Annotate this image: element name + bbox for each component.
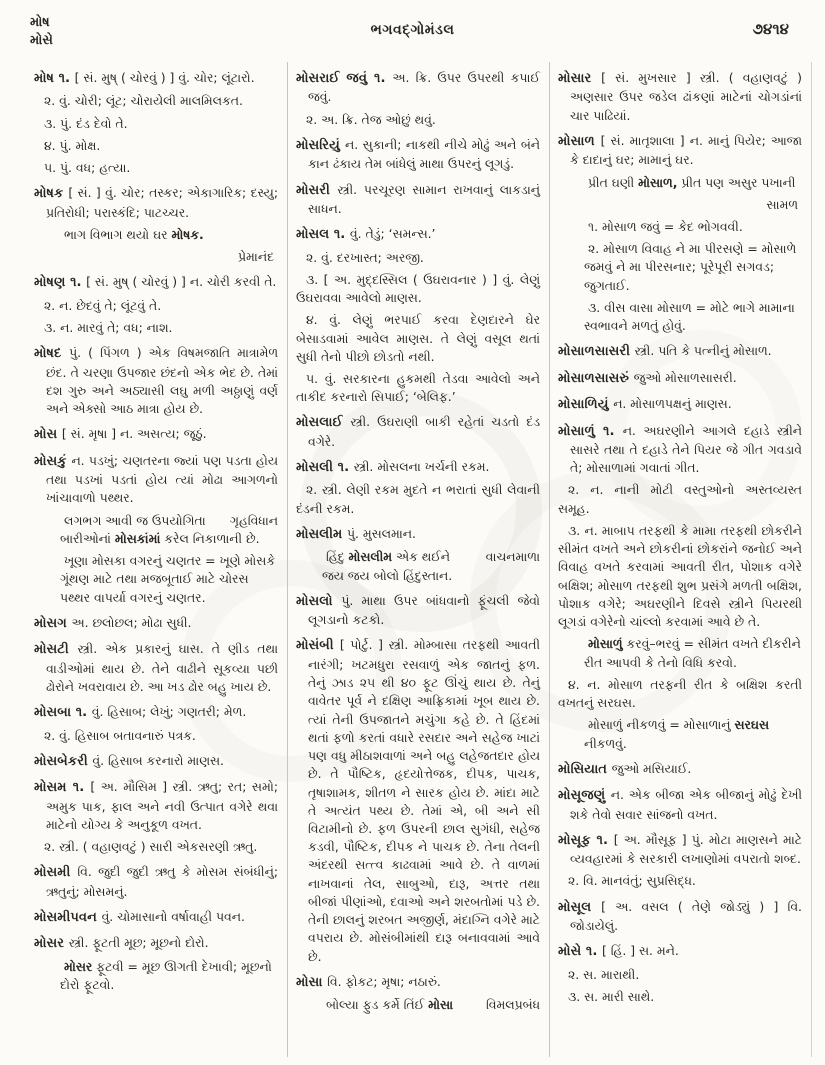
emphasized-word: મોસર (64, 958, 93, 974)
headword: મોસાળસાસરી (558, 344, 635, 360)
sense-line: ૨. ન. છેદવું તે; લૂંટવું તે. (44, 297, 162, 313)
headword: મોસબેકરી (34, 753, 93, 769)
dictionary-entry: મોસાર [ સં. મુખસાર ] સ્ત્રી. ( વહાણવટું ) અણસાર ઉપર જડેલ ઢાંકણાં માટેનાં ચોગડાંનાં ચાર પાઢિયાં. (558, 70, 802, 123)
quote-line: ૩. વીસ વાસા મોસાળ = મોટે ભાગે મામાના સ્વભાવને મળતું હોવું. (584, 299, 795, 334)
emphasized-word: મોસાળું (588, 636, 623, 652)
dictionary-entry: મોસકું ન. પડખું; ચણતરના જ્યાં પણ પડતા હોય તથા પડખાં પડતાં હોય ત્યાં મોઢા આગળનો ખાંચાવાળો પથ્થર. (34, 452, 278, 506)
sense-line: ૨. સ્ત્રી. ( વહાણવટું ) સારી એકસરણી ઋતુ. (44, 839, 258, 855)
sense-line: ૫. પું. વધ; હત્યા. (44, 160, 131, 176)
headword: મોસરાઈ જવું ૧. (296, 71, 393, 86)
headword: મોષણ ૧. (34, 275, 87, 291)
headword: મોસલીમ (296, 526, 347, 542)
quote-line: મોસર ફૂટવી = મૂછ ઊગતી દેખાવી; મૂછનો દોરો ફૂટવો. (60, 958, 272, 993)
attribution: ગૃહવિધાન (229, 512, 278, 528)
attribution: પ્રેમાનંદ (238, 249, 274, 265)
dictionary-entry: મોસાળસાસરું જુઓ મોસાળસાસરી. (558, 369, 737, 386)
page-header (0, 12, 825, 60)
quote-line: ખૂણા મોસકા વગરનું ચણતર = ખૂણે મોસકે ગૂંથણ માટે તથા મજબૂતાઈ માટે ચોરસ પથ્થર વાપર્યા વગરનું ચણતર. (60, 553, 276, 605)
sense-line: ૪. ન. મોસાળ તરફની રીત કે બક્ષિશ કરતી વખતનું સરઘસ. (558, 676, 802, 711)
dictionary-entry: મોસ [ સં. મૃષા ] ન. અસત્ય; જૂઠું. (34, 426, 207, 443)
headword: મોસલ ૧. (296, 227, 350, 243)
dictionary-entry: મોસલી ૧. સ્ત્રી. મોસલના ખર્ચની રકમ. (296, 459, 490, 476)
headword: મોસરી (296, 182, 338, 198)
headword: મોસરિયું (296, 137, 346, 153)
quote-line: વાચનમાળા હિંદુ મોસલીમ એક થઈને જય જય બોલો હિંદુસ્તાન. (322, 549, 540, 583)
dictionary-entry: મોસલાઈ સ્ત્રી. ઉઘરાણી બાકી રહેતાં ચડતો દંડ વગેરે. (296, 414, 540, 449)
emphasized-word: મોષક. (171, 226, 204, 242)
sense-line: ૫. વું. સરકારના હુકમથી તેડવા આવેલો અને તાકીદ કરનારો સિપાઈ; ‘બેલિફ.’ (296, 370, 540, 405)
dictionary-entry: મોસલ ૧. વું. તેડું; ‘સમન્સ.’ (296, 226, 436, 243)
quote-line: પ્રીત ઘણી મોસાળ, પ્રીત પણ અસુર પખાની (588, 174, 796, 190)
dictionary-entry: મોસૂલ [ અ. વસલ ( તેણે જોડ્યું ) ] વિ. જોડાયેલું. (558, 898, 802, 934)
headword: મોસૂફ ૧. (558, 832, 614, 848)
dictionary-entry: મોસાળ [ સં. માતૃશાલા ] ન. માનું પિયેર; આજા કે દાદાનું ઘર; મામાનું ઘર. (558, 132, 802, 168)
attribution: વાચનમાળા (485, 549, 540, 565)
sense-line: ૨. વિ. માનવંતું; સુપ્રસિદ્ધ. (568, 873, 696, 889)
sense-line: ૨. સ. મારાથી. (568, 966, 640, 982)
dictionary-entry: મોસાળું ૧. ન. અઘરણીને આગલે દહાડે સ્ત્રીને સાસરે તથા તે દહાડે તેને પિયર જે ગીત ગવડાવે તે; મોસાળામાં ગવાતાં ગીત. (558, 422, 802, 476)
dictionary-entry: મોસટી સ્ત્રી. એક પ્રકારનું ઘાસ. તે ણીડ તથા વાડીઓમાં થાય છે. તેને વાઢીને સૂકવ્યા પછી ઢોરોને ખવરાવાય છે. આ ખડ ઢોર બહુ ખાય છે. (34, 641, 278, 694)
dictionary-entry: મોસમીપવન વું. ચોમાસાનો વર્ષાવાહી પવન. (34, 908, 245, 925)
quote-line: ૨. મોસાળ વિવાહ ને મા પીરસણે = મોસાળે જમવું ને મા પીરસનાર; પૂરેપૂરી સગવડ; જુગતાઈ. (584, 241, 797, 293)
dictionary-entry: મોસરાઈ જવું ૧. અ. ક્રિ. ઉપર ઉપરથી કપાઈ જવું. (296, 70, 540, 105)
sense-line: ૩. ન. મારવું તે; વધ; નાશ. (44, 320, 173, 336)
sense-line: ૩. પું. દંડ દેવો તે. (44, 115, 128, 131)
dictionary-entry: મોસરી સ્ત્રી. પરચૂરણ સામાન રાખવાનું લાકડાનું સાધન. (296, 181, 540, 216)
dictionary-entry: મોસિયાત જુઓ મસિયાઈ. (558, 760, 692, 777)
dictionary-entry: મોસબેકરી વું. હિસાબ કરનારો માણસ. (34, 752, 224, 769)
dictionary-entry: મોસે ૧. [ હિં. ] સ. મને. (558, 943, 679, 960)
dictionary-entry: મોસાળિયું ન. મોસાળપક્ષનું માણસ. (558, 396, 732, 413)
guide-word-first: મોષ (30, 15, 50, 30)
sense-line: ૨. સ્ત્રી. લેણી રકમ મુદતે ન ભરાતાં સુધી લેવાની દંડની રકમ. (296, 482, 540, 516)
dictionary-entry: મોસબા ૧. વું. હિસાબ; લેખું; ગણતરી; મેળ. (34, 704, 247, 721)
headword: મોસા (296, 974, 328, 990)
emphasized-word: મોસા (428, 997, 454, 1013)
sense-line: ૨. વું. ચોરી; લૂંટ; ચોરાયેલી માલમિલકત. (44, 93, 243, 109)
dictionary-entry: મોષણ ૧. [ સં. મુષ્ ( ચોરવું ) ] ન. ચોરી કરવી તે. (34, 274, 277, 291)
headword: મોસબા ૧. (34, 705, 92, 721)
dictionary-entry: મોસલીમ પું. મુસલમાન. (296, 525, 416, 542)
emphasized-word: મોસલીમ (348, 549, 393, 565)
quote-line: ૧. મોસાળ જવું = કેદ ભોગવવી. (588, 218, 743, 234)
quote-line: વિમલપ્રબંધ બોલ્યા ફુડ કર્મે તિંઈ મોસા (296, 996, 540, 1014)
dictionary-entry: મોસગ અ. છલોછલ; મોઢા સુધી. (34, 614, 192, 631)
dictionary-entry: મોસર સ્ત્રી. ફૂટતી મૂછ; મૂછનો દોરો. (34, 935, 209, 952)
quote-line: મોસાળું નીકળવું = મોસાળાનું સરઘસ નીકળવું. (584, 717, 770, 751)
headword: મોસાળસાસરું (558, 370, 634, 386)
dictionary-columns (26, 62, 812, 1057)
headword: મોષ ૧. (34, 71, 75, 86)
page-title: ભગવદ્ગોમંડલ (370, 22, 455, 38)
guide-word-last: મોસે (30, 32, 53, 48)
dictionary-entry: મોષક [ સં. ] વું. ચોર; તસ્કર; એકાગારિક; દસ્યુ; પ્રતિરોધી; પરાસ્કંદિ; પાટચ્ચર. (34, 185, 278, 220)
dictionary-column-1 (26, 62, 287, 1057)
sense-line: ૩. ન. માબાપ તરફથી કે મામા તરફથી છોકરીને સીમંત વખતે અને છોકરીનાં છોકરાંને જનોઈ અને વિવાહ વખતે કરવામાં આવતી રીત, પોશાક વગેરે બક્ષિશ; મોસાળ તરફથી શુભ પ્રસંગે મળતી બક્ષિશ, પોશાક વગેરે; અઘરણીને દિવસે સ્ત્રીને પિયરથી લૂગડાં વગેરેનો ચાંલ્લો કરવામાં આવે છે તે. (558, 522, 802, 630)
emphasized-word: મોસકાંમાં (114, 530, 161, 546)
dictionary-entry: મોસલો પું. માથા ઉપર બાંધવાનો ફૂંચલી જેવો લૂગડાનો કટકો. (296, 592, 540, 628)
sense-line: ૨. વું. દરખાસ્ત; અરજી. (306, 249, 424, 265)
headword: મોસર (34, 936, 69, 952)
headword: મોષદ (34, 346, 70, 362)
headword: મોસમી (34, 865, 78, 881)
headword: મોસમીપવન (34, 909, 102, 925)
sense-line: ૩. સ. મારી સાથે. (568, 988, 655, 1004)
attribution: સામળ (766, 196, 798, 212)
dictionary-column-2 (287, 62, 549, 1057)
dictionary-entry: મોસા વિ. ફોકટ; મૃષા; નઠારું. (296, 973, 441, 990)
headword: મોસકું (34, 453, 72, 469)
dictionary-entry: મોસરિયું ન. સુકાની; નાકથી નીચે મોઢું અને બંને કાન ઢંકાય તેમ બાંધેલું માથા ઉપરનું લૂગડું. (296, 136, 540, 172)
headword: મોસંબી (296, 638, 340, 654)
dictionary-entry: મોષ ૧. [ સં. મુષ્ ( ચોરવું ) ] વું. ચોર; લૂંટારો. (34, 70, 255, 86)
quote-line: મોસાળું કરવું–ભરવું = સીમંત વખતે દીકરીને રીત આપવી કે તેનો વિધિ કરવો. (584, 636, 801, 670)
headword: મોસગ (34, 615, 72, 631)
headword: મોસે ૧. (558, 944, 602, 960)
emphasized-word: સરઘસ (734, 717, 770, 733)
headword: મોષક (34, 186, 69, 202)
headword: મોસાળું ૧. (558, 423, 623, 439)
headword: મોસ (34, 427, 62, 443)
sense-line: ૩. [ અ. મુદ્દસ્સિલ ( ઉઘરાવનાર ) ] વું. લેણું ઉઘરાવવા આવેલો માણસ. (296, 271, 540, 306)
headword: મોસલો (296, 593, 342, 609)
sense-line: ૨. વું. હિસાબ બતાવનારું પત્રક. (44, 727, 196, 743)
headword: મોસાળ (558, 133, 601, 149)
sense-line: ૪. પું. મોક્ષ. (44, 137, 101, 153)
headword: મોસૂલ (558, 899, 602, 915)
headword: મોસાળિયું (558, 397, 614, 413)
attribution: વિમલપ્રબંધ (485, 997, 540, 1013)
sense-line: ૪. વું. લેણું ભરપાઈ કરવા દેણદારને ઘેર બેસાડવામાં આવેલ માણસ. તે લેણું વસૂલ થતાં સુધી તેનો પીછો છોડતો નથી. (296, 312, 540, 364)
dictionary-entry: મોસંબી [ પોર્ટુ. ] સ્ત્રી. મોમ્બાસા તરફથી આવતી નારંગી; ખટમધુરા રસવાળું એક જાતનું ફળ. તેનું ઝાડ ૨૫ થી ૪૦ ફૂટ ઊંચું થાય છે. તેનું વાવેતર પૂર્વ ને દક્ષિણ આફ્રિકામાં ખૂબ થાય છે. ત્યાં તેની ઉપજાતને મચુંગા કહે છે. તે હિંદમાં થતાં ફળો કરતાં વધારે રસદાર અને સહેજ ખાટાં પણ વધુ મીઠાશવાળાં અને બહુ લહેજતદાર હોય છે. તે પૌષ્ટિક, હૃદયોત્તેજક, દીપક, પાચક, તૃષાશામક, શીતળ ને સારક હોય છે. માંદા માટે તે અત્યંત પથ્ય છે. તેમાં એ, બી અને સી વિટામીનો છે. ફળ ઉપરની છાલ સુગંધી, સહેજ કડવી, પૌષ્ટિક, દીપક ને પાચક છે. તેના તેલની અંદરથી સત્ત્વ કાઢવામાં આવે છે. તે વાળમાં નાખવાનાં તેલ, સાબુઓ, દારૂ, અત્તર તથા બીજાં પીણાંઓ, દવાઓ અને શરબતોમાં પડે છે. તેની છાલનું શરબત અજીર્ણ, મંદાગ્નિ વગેરે માટે વપરાય છે. મોસંબીમાંથી દારૂ બનાવવામાં આવે છે. (296, 637, 540, 964)
sense-line: ૨. અ. ક્રિ. તેજ ઓછું થવું. (306, 111, 436, 127)
headword: મોસમ ૧. (34, 780, 91, 796)
dictionary-entry: મોસમી વિ. જુદી જુદી ઋતુ કે મોસમ સંબંધીનું; ઋતુનું; મોસમનું. (34, 864, 278, 899)
dictionary-entry: મોસૂફ ૧. [ અ. મૌસૂફ ] પું. મોટા માણસને માટે વ્યવહારમાં કે સરકારી લખાણોમાં વપરાતો શબ્દ. (558, 831, 802, 867)
headword: મોસલી ૧. (296, 460, 354, 476)
quote-line: ગૃહવિધાન લગભગ આવી જ ઉપયોગિતા બારીઓનાં મોસકાંમાં કરેલ નિકાળાની છે. (60, 512, 278, 546)
dictionary-entry: મોસાળસાસરી સ્ત્રી. પતિ કે પત્નીનું મોસાળ. (558, 343, 772, 360)
dictionary-entry: મોષદ પું. ( પિંગળ ) એક વિષમજાતિ માત્રામેળ છંદ. તે ચરણા ઉપજાર છંદનો એક ભેદ છે. તેમાં દશ ગુરુ અને અઠ્યાસી લઘુ મળી અઠ્ઠાણું વર્ણ અને એક્સો આઠ માત્રા હોય છે. (34, 345, 278, 417)
headword: મોસલાઈ (296, 415, 351, 431)
dictionary-entry: મોસૂજણું ન. એક બીજા એક બીજાનું મોઢું દેખી શકે તેવો સવાર સાંજનો વખત. (558, 787, 803, 822)
headword: મોસાર (558, 71, 602, 86)
page-number: ૭૪૧૪ (752, 20, 789, 38)
headword: મોસૂજણું (558, 788, 611, 804)
headword: મોસિયાત (558, 761, 612, 777)
quote-line: ભાગ વિભાગ થયો ઘર મોષક. (64, 226, 204, 242)
sense-line: ૨. ન. નાની મોટી વસ્તુઓનો અસ્તવ્યસ્ત સમૂહ. (558, 482, 802, 516)
emphasized-word: મોસાળ, (638, 174, 678, 190)
dictionary-column-3 (549, 62, 812, 1057)
headword: મોસટી (34, 642, 78, 658)
dictionary-entry: મોસમ ૧. [ અ. મૌસિમ ] સ્ત્રી. ઋતુ; રત; સમો; અમુક પાક, ફાલ અને નવી ઉત્પાત વગેરે થવા માટેનો યોગ્ય કે અનુકૂળ વખત. (34, 779, 278, 832)
